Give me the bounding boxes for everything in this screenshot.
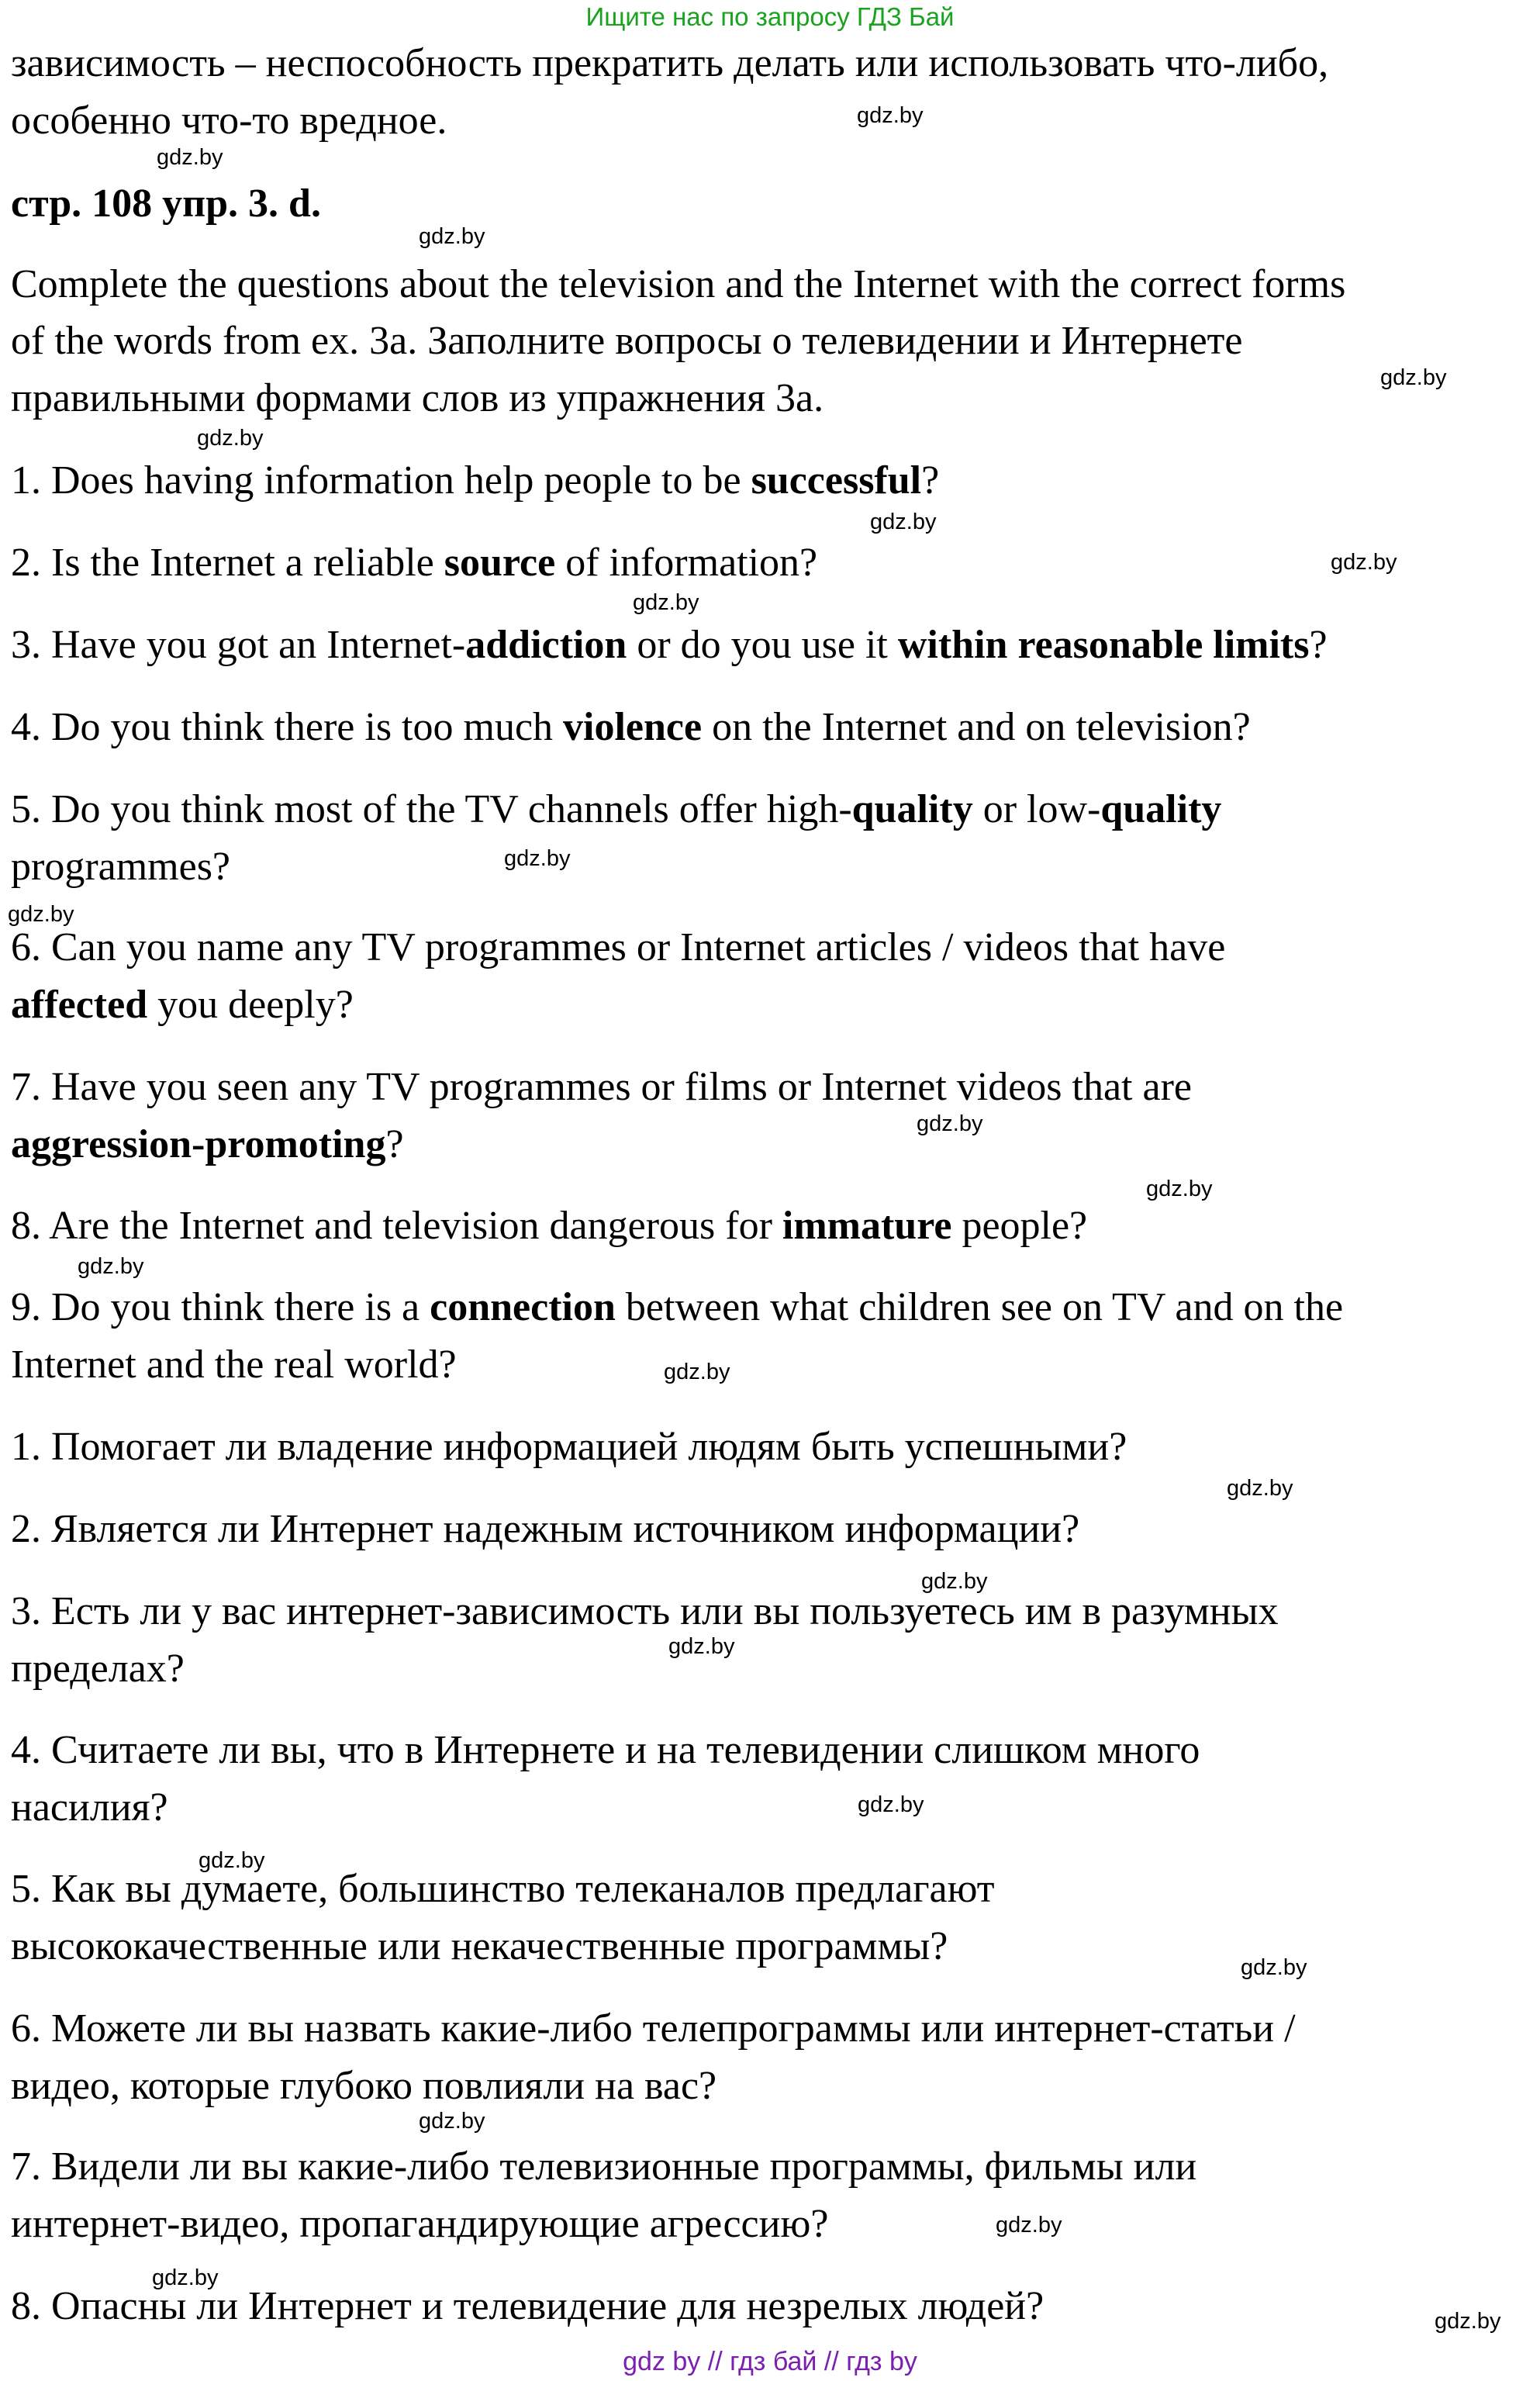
question-ru-3-cont: пределах? [11, 1647, 185, 1691]
answer-word: affected [11, 983, 148, 1027]
watermark: gdz.by [1146, 1177, 1213, 1201]
question-text: 5. Do you think most of the TV channels offer high- [11, 787, 852, 831]
question-en-8 [11, 1203, 1087, 1249]
question-ru-6: 6. Можете ли вы назвать какие-либо телепрограммы или интернет-статьи / [11, 2006, 1296, 2051]
watermark: gdz.by [157, 145, 223, 170]
watermark: gdz.by [78, 1254, 144, 1279]
question-ru-8: 8. Опасны ли Интернет и телевидение для незрелых людей? [11, 2284, 1045, 2328]
watermark: gdz.by [199, 1848, 265, 1873]
question-en-1 [11, 458, 939, 504]
question-ru-7-cont: интернет-видео, пропагандирующие агрессию? [11, 2202, 829, 2246]
answer-word: addiction [465, 623, 627, 667]
question-text: 1. Does having information help people to be [11, 458, 751, 503]
watermark: gdz.by [197, 426, 264, 451]
answer-word: aggression-promoting [11, 1122, 386, 1166]
question-en-9-cont: Internet and the real world? [11, 1343, 457, 1387]
question-text: ? [1309, 623, 1328, 667]
question-en-5-cont: programmes? [11, 845, 231, 889]
question-text: or low- [972, 787, 1101, 831]
watermark: gdz.by [152, 2265, 219, 2290]
watermark: gdz.by [419, 224, 485, 249]
question-text: 3. Have you got an Internet- [11, 623, 466, 667]
search-hint-link[interactable]: Ищите нас по запросу ГДЗ Бай [585, 2, 955, 31]
watermark: gdz.by [668, 1634, 735, 1659]
answer-word: violence [563, 705, 703, 749]
question-ru-4-cont: насилия? [11, 1785, 168, 1830]
question-text: or do you use it [627, 623, 898, 667]
watermark: gdz.by [1380, 365, 1447, 390]
watermark: gdz.by [1331, 550, 1397, 575]
intro-line-1: зависимость – неспособность прекратить делать или использовать что-либо, [11, 41, 1329, 85]
answer-word: quality [851, 787, 973, 831]
watermark: gdz.by [858, 1792, 924, 1817]
watermark: gdz.by [857, 103, 924, 128]
question-text: 8. Are the Internet and television dangerous for [11, 1204, 782, 1248]
question-ru-3: 3. Есть ли у вас интернет-зависимость или вы пользуетесь им в разумных [11, 1589, 1279, 1633]
question-text: you deeply? [147, 983, 354, 1027]
watermark: gdz.by [633, 590, 699, 615]
question-text: of information? [555, 541, 818, 585]
watermark: gdz.by [504, 846, 571, 871]
question-ru-4: 4. Считаете ли вы, что в Интернете и на телевидении слишком много [11, 1728, 1200, 1772]
question-text: 9. Do you think there is a [11, 1285, 430, 1329]
answer-word: connection [430, 1285, 616, 1329]
watermark: gdz.by [921, 1569, 988, 1594]
watermark: gdz.by [8, 902, 74, 927]
question-text: between what children see on TV and on the [615, 1285, 1344, 1329]
footer-links[interactable]: gdz by // гдз бай // гдз by [623, 2347, 917, 2376]
intro-line-2: особенно что-то вредное. [11, 98, 447, 143]
question-ru-6-cont: видео, которые глубоко повлияли на вас? [11, 2064, 717, 2108]
answer-word: quality [1100, 787, 1222, 831]
question-text: 2. Is the Internet a reliable [11, 541, 444, 585]
watermark: gdz.by [996, 2213, 1062, 2238]
question-ru-5: 5. Как вы думаете, большинство телеканалов предлагают [11, 1867, 995, 1911]
question-ru-5-cont: высококачественные или некачественные программы? [11, 1924, 948, 1968]
watermark: gdz.by [1241, 1955, 1307, 1980]
question-en-6: 6. Can you name any TV programmes or Internet articles / videos that have [11, 925, 1226, 969]
question-ru-1: 1. Помогает ли владение информацией людям быть успешными? [11, 1425, 1127, 1469]
question-en-7: 7. Have you seen any TV programmes or films or Internet videos that are [11, 1065, 1192, 1109]
answer-word: source [444, 541, 556, 585]
question-text: 4. Do you think there is too much [11, 705, 564, 749]
question-en-7-cont [11, 1121, 404, 1168]
question-text: ? [921, 458, 940, 503]
question-ru-7: 7. Видели ли вы какие-либо телевизионные программы, фильмы или [11, 2144, 1197, 2189]
watermark: gdz.by [917, 1111, 983, 1136]
answer-word: successful [751, 458, 922, 503]
question-text: people? [951, 1204, 1088, 1248]
exercise-heading: стр. 108 упр. 3. d. [11, 181, 321, 226]
question-en-9 [11, 1284, 1343, 1331]
question-en-2 [11, 540, 817, 586]
question-ru-2: 2. Является ли Интернет надежным источником информации? [11, 1507, 1080, 1551]
question-en-3 [11, 622, 1328, 669]
question-text: ? [385, 1122, 404, 1166]
answer-word: immature [782, 1204, 952, 1248]
watermark: gdz.by [1227, 1476, 1293, 1501]
watermark: gdz.by [870, 510, 937, 534]
instruction-line-2: of the words from ex. 3a. Заполните вопросы о телевидении и Интернете [11, 319, 1243, 363]
question-en-6-cont [11, 982, 354, 1028]
question-en-4 [11, 704, 1251, 751]
instruction-line-1: Complete the questions about the television and the Internet with the correct forms [11, 262, 1346, 306]
answer-word: within reasonable limits [897, 623, 1310, 667]
question-en-5 [11, 786, 1221, 833]
watermark: gdz.by [1435, 2309, 1501, 2334]
watermark: gdz.by [419, 2109, 485, 2134]
question-text: on the Internet and on television? [702, 705, 1251, 749]
instruction-line-3: правильными формами слов из упражнения 3а. [11, 376, 824, 420]
watermark: gdz.by [664, 1360, 730, 1384]
